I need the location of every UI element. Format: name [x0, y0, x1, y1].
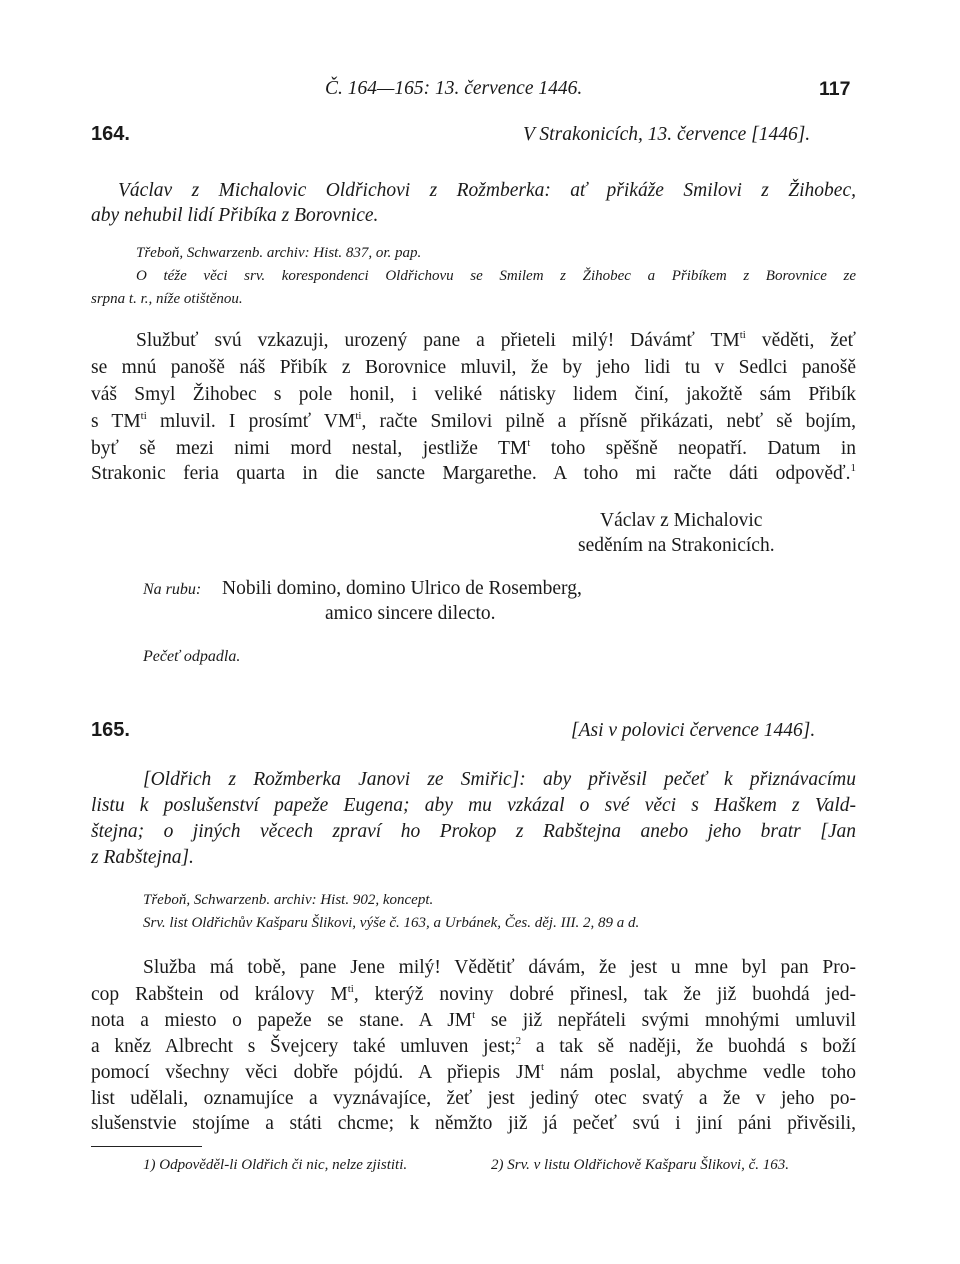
place-date-165: [Asi v polovici července 1446].: [571, 720, 816, 741]
text-164-line-5: byť sě mezi nimi mord nestal, jestliže $TM^t$ toho spěšně neopatří. Datum in: [91, 436, 856, 459]
text-164-line-3: váš Smyl Žihobec s pole honil, i veliké nátisky lidem činí, jakožtě sám Přibík: [91, 384, 856, 405]
text-165-line-1: Služba má tobě, pane Jene milý! Vědětiť dávám, že jest u mne byl pan Pro-: [143, 957, 856, 978]
source-165-line-2: Srv. list Oldřichův Kašparu Šlikovi, výše č. 163, a Urbánek, Čes. děj. III. 2, 89 a d.: [143, 915, 640, 931]
summary-164-line-1: Václav z Michalovic Oldřichovi z Rožmberka: ať přikáže Smilovi z Žihobec,: [118, 180, 856, 201]
source-164-line-2: O téže věci srv. korespondenci Oldřichovu se Smilem z Žihobec a Přibíkem z Borovnice ze: [136, 268, 856, 284]
text-165-line-4: a kněz Albrecht s Švejcery také umluven jest;$^2$ a tak sě naději, že buohdá s boží: [91, 1034, 856, 1057]
seal-note: Pečeť odpadla.: [143, 648, 241, 665]
summary-164-line-2: aby nehubil lidí Přibíka z Borovnice.: [91, 205, 379, 226]
address-line-1: Nobili domino, domino Ulrico de Rosemberg,: [222, 578, 582, 599]
summary-165-line-4: z Rabštejna].: [91, 847, 194, 868]
text-165-line-6: list udělali, oznamujíce a vyznávajíce, žeť jest jediný otec svatý a že v jeho po-: [91, 1088, 856, 1109]
summary-165-line-2: listu k poslušenství papeže Eugena; aby mu vzkázal o své věci s Haškem z Vald-: [91, 795, 856, 816]
text-165-line-3: nota a miesto o papeže se stane. A $JM^t$ se již nepřáteli svými mnohými umluvil: [91, 1008, 856, 1031]
running-title: Č. 164—165: 13. července 1446.: [325, 78, 583, 99]
summary-165-line-1: [Oldřich z Rožmberka Janovi ze Smiřic]: aby přivěsil pečeť k přiznávacímu: [143, 769, 856, 790]
text-164-line-2: se mnú panošě náš Přibík z Borovnice mluvil, že by jeho lidi tu v Sedlci panošě: [91, 357, 856, 378]
document-number-164: 164.: [91, 123, 130, 145]
text-164-line-4: s $TM^{ti}$ mluvil. I prosímť $VM^{ti}$, račte Smilovi pilně a přísně přikázati, nebť sě bojím,: [91, 409, 856, 432]
text-164-line-1: Službuť svú vzkazuji, urozený pane a přieteli milý! Dávámť $TM^{ti}$ věděti, žeť: [136, 328, 856, 351]
text-165-line-2: cop Rabštein od královy $M^{ti}$, kterýž noviny dobré přinesl, tak že již buohdá jed-: [91, 982, 856, 1005]
signature-line-1: Václav z Michalovic: [600, 510, 763, 531]
address-line-2: amico sincere dilecto.: [325, 603, 496, 624]
address-label: Na rubu:: [143, 581, 202, 598]
summary-165-line-3: štejna; o jiných věcech zpraví ho Prokop z Rabštejna anebo jeho bratr [Jan: [91, 821, 856, 842]
document-number-165: 165.: [91, 719, 130, 741]
source-164-line-1: Třeboň, Schwarzenb. archiv: Hist. 837, or. pap.: [136, 245, 422, 261]
source-164-line-3: srpna t. r., níže otištěnou.: [91, 291, 243, 307]
source-165-line-1: Třeboň, Schwarzenb. archiv: Hist. 902, koncept.: [143, 892, 434, 908]
footnote-2: 2) Srv. v listu Oldřichově Kašparu Šlikovi, č. 163.: [491, 1157, 790, 1173]
footnote-rule: [91, 1146, 202, 1147]
text-164-line-6: Strakonic feria quarta in die sancte Margarethe. A toho mi račte dáti odpověď.$^1$: [91, 461, 856, 484]
place-date-164: V Strakonicích, 13. července [1446].: [523, 124, 811, 145]
footnote-1: 1) Odpověděl-li Oldřich či nic, nelze zjistiti.: [143, 1157, 408, 1173]
signature-line-2: seděním na Strakonicích.: [578, 535, 775, 556]
text-165-line-5: pomocí všechny věci dobře pójdú. A přiepis $JM^t$ nám poslal, abychme vedle toho: [91, 1060, 856, 1083]
text-165-line-7: slušenstvie stojíme a státi chcme; k němžto již já pečeť svú i jiní páni přivěsili,: [91, 1113, 856, 1134]
page-number: 117: [819, 78, 851, 100]
